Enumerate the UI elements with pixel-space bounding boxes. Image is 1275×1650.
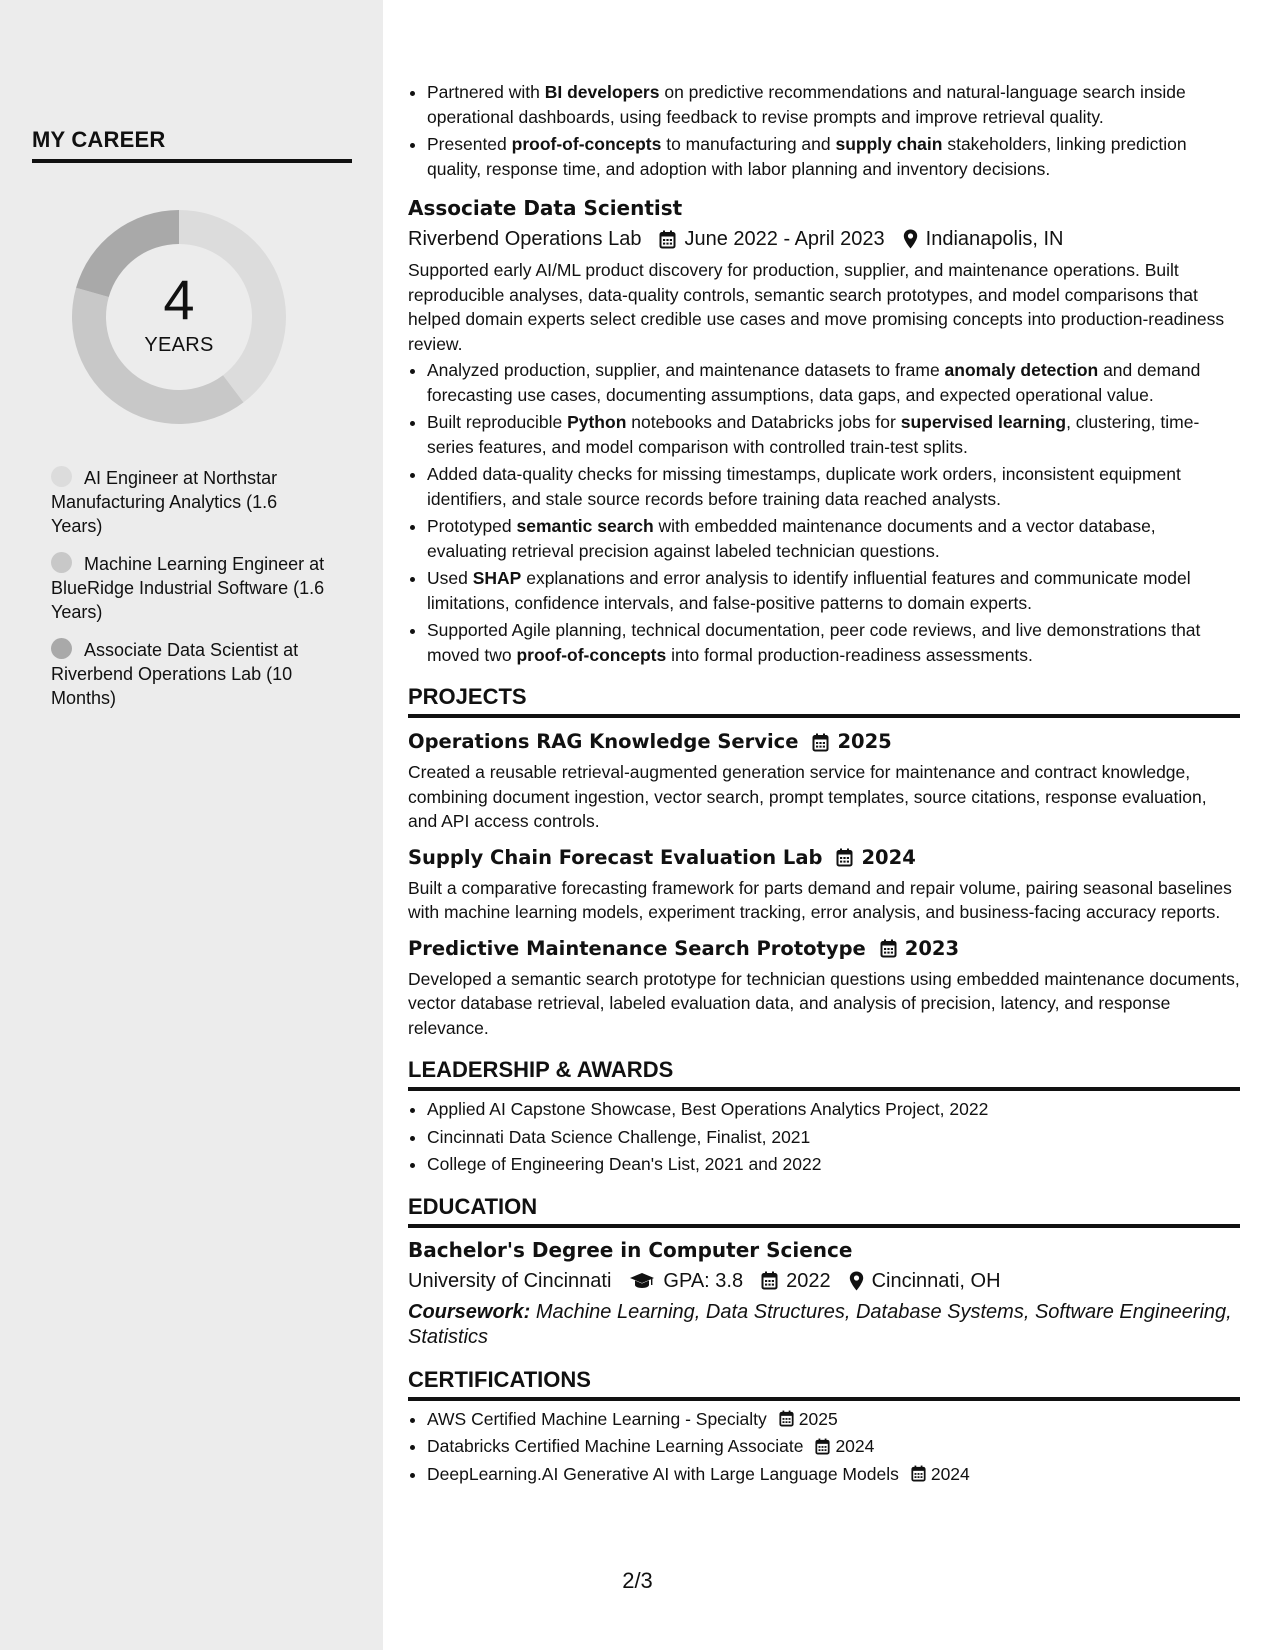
certification-item (427, 1407, 1240, 1432)
certification-year: 2025 (798, 1408, 838, 1429)
map-pin-icon (903, 229, 918, 249)
calendar-icon (779, 1410, 794, 1427)
career-years-number: 4 (163, 267, 195, 331)
bullet-item: • Supported Agile planning, technical documentation, peer code reviews, and live demonstrations that moved two proof-of-concepts into formal production-readiness assessments. (427, 618, 1240, 667)
project-title-row (408, 935, 1240, 963)
sidebar-title: MY CAREER (32, 127, 352, 163)
gpa: GPA: 3.8 (663, 1269, 744, 1292)
award-item: • Cincinnati Data Science Challenge, Finalist, 2021 (427, 1125, 1240, 1150)
calendar-icon (911, 1465, 926, 1482)
legend-item (51, 466, 331, 538)
bold-keyword: proof-of-concepts (516, 644, 667, 665)
bold-keyword: anomaly detection (944, 360, 1099, 380)
bold-keyword: supply chain (835, 134, 943, 154)
calendar-icon (761, 1271, 778, 1290)
section-heading-education: EDUCATION (408, 1193, 1240, 1228)
coursework (408, 1300, 1240, 1350)
donut-center (67, 205, 291, 429)
main-content (408, 80, 1240, 1489)
calendar-icon (880, 939, 897, 958)
graduation-year: 2022 (786, 1269, 831, 1292)
calendar-icon (815, 1438, 830, 1455)
bold-keyword: supervised learning (900, 412, 1067, 432)
job-company: Riverbend Operations Lab (408, 228, 642, 250)
job-title: Associate Data Scientist (408, 196, 683, 220)
coursework-label: Coursework: (408, 1300, 531, 1323)
project-title-row (408, 844, 1240, 872)
bullet-item: • Added data-quality checks for missing timestamps, duplicate work orders, inconsistent equipment identifiers, and stale source records before training data reached analysts. (427, 462, 1240, 511)
section-heading-certifications: CERTIFICATIONS (408, 1366, 1240, 1401)
bullet-item: • Analyzed production, supplier, and maintenance datasets to frame anomaly detection and demand forecasting use cases, documenting assumptions, data gaps, and expected operational value. (427, 358, 1240, 407)
certification-item (427, 1462, 1240, 1487)
bullet-item: • Partnered with BI developers on predictive recommendations and natural-language search inside operational dashboards, using feedback to revise prompts and improve retrieval quality. (427, 80, 1240, 129)
career-legend (51, 466, 331, 724)
legend-item (51, 638, 331, 710)
project-year: 2023 (904, 936, 960, 960)
career-years-unit: YEARS (144, 333, 214, 356)
legend-label: AI Engineer at Northstar Manufacturing Analytics (1.6 Years) (51, 468, 278, 536)
project-title: Supply Chain Forecast Evaluation Lab (408, 845, 823, 869)
education-meta (408, 1266, 1240, 1296)
legend-dot (51, 638, 72, 659)
bullet-item: • Used SHAP explanations and error analysis to identify influential features and communicate model limitations, confidence intervals, and false-positive patterns to domain experts. (427, 566, 1240, 615)
certification-item (427, 1434, 1240, 1459)
certification-name: • AWS Certified Machine Learning - Specialty (427, 1408, 767, 1429)
project-title-row (408, 728, 1240, 756)
certification-name: • DeepLearning.AI Generative AI with Large Language Models (427, 1463, 899, 1484)
job-meta (408, 224, 1240, 254)
legend-item (51, 552, 331, 624)
bullet-item: • Presented proof-of-concepts to manufacturing and supply chain stakeholders, linking prediction quality, response time, and adoption with labor planning and inventory decisions. (427, 132, 1240, 181)
degree-title: Bachelor's Degree in Computer Science (408, 1237, 853, 1262)
project-year: 2025 (837, 730, 892, 753)
bold-keyword: proof-of-concepts (511, 134, 662, 154)
job-summary: Supported early AI/ML product discovery for production, supplier, and maintenance operations. Built reproducible analyses, data-quality controls, semantic search prototypes, and model comparisons that helped domain experts select credible use cases and move promising concepts into production-readiness review. (408, 260, 1225, 354)
page-number: 2/3 (622, 1568, 653, 1593)
project-description: Developed a semantic search prototype for technician questions using embedded maintenance documents, vector database retrieval, labeled evaluation data, and analysis of precision, latency, and response relevance. (408, 968, 1240, 1038)
legend-dot (51, 552, 72, 573)
calendar-icon (836, 848, 853, 867)
legend-label: Machine Learning Engineer at BlueRidge Industrial Software (1.6 Years) (51, 554, 325, 622)
project-description: Built a comparative forecasting framework for parts demand and repair volume, pairing seasonal baselines with machine learning models, experiment tracking, error analysis, and business-facing accuracy reports. (408, 877, 1232, 922)
bold-keyword: BI developers (544, 82, 660, 102)
page-number-row (0, 1568, 1275, 1594)
certification-name: • Databricks Certified Machine Learning Associate (427, 1436, 804, 1456)
legend-label: Associate Data Scientist at Riverbend Operations Lab (10 Months) (51, 640, 299, 708)
career-donut-chart (67, 205, 291, 429)
section-heading-projects: PROJECTS (408, 683, 1240, 718)
section-heading-awards: LEADERSHIP & AWARDS (408, 1056, 1240, 1091)
calendar-icon (812, 733, 829, 752)
previous-job-bullets (408, 80, 1240, 181)
project-title: Predictive Maintenance Search Prototype (408, 936, 866, 960)
project-description: Created a reusable retrieval-augmented generation service for maintenance and contract knowledge, combining document ingestion, vector search, prompt templates, source citations, response evaluation, and API access controls. (408, 762, 1207, 831)
bullet-item: • Built reproducible Python notebooks and Databricks jobs for supervised learning, clustering, time-series features, and model comparison with controlled train-test splits. (427, 410, 1240, 459)
certification-year: 2024 (930, 1463, 970, 1484)
legend-dot (51, 466, 72, 487)
awards-list (408, 1097, 1240, 1177)
certification-year: 2024 (835, 1436, 875, 1456)
graduation-cap-icon (629, 1272, 655, 1290)
job-dates: June 2022 - April 2023 (684, 228, 885, 250)
bold-keyword: semantic search (516, 516, 654, 536)
coursework-list: Machine Learning, Data Structures, Database Systems, Software Engineering, Statistics (408, 1300, 1232, 1348)
education-location: Cincinnati, OH (871, 1269, 1001, 1292)
project-title: Operations RAG Knowledge Service (408, 730, 799, 753)
map-pin-icon (849, 1271, 864, 1291)
job-bullets (408, 358, 1240, 667)
bullet-item: • Prototyped semantic search with embedded maintenance documents and a vector database, evaluating retrieval precision against labeled technician questions. (427, 514, 1240, 563)
bold-keyword: SHAP (472, 568, 522, 588)
award-item: • College of Engineering Dean's List, 2021 and 2022 (427, 1152, 1240, 1177)
job-location: Indianapolis, IN (925, 228, 1064, 250)
sidebar (0, 0, 383, 1650)
project-year: 2024 (861, 845, 916, 869)
school-name: University of Cincinnati (408, 1269, 612, 1292)
certifications-list (408, 1407, 1240, 1487)
calendar-icon (659, 230, 676, 249)
award-item: • Applied AI Capstone Showcase, Best Operations Analytics Project, 2022 (427, 1097, 1240, 1122)
bold-keyword: Python (567, 412, 627, 432)
